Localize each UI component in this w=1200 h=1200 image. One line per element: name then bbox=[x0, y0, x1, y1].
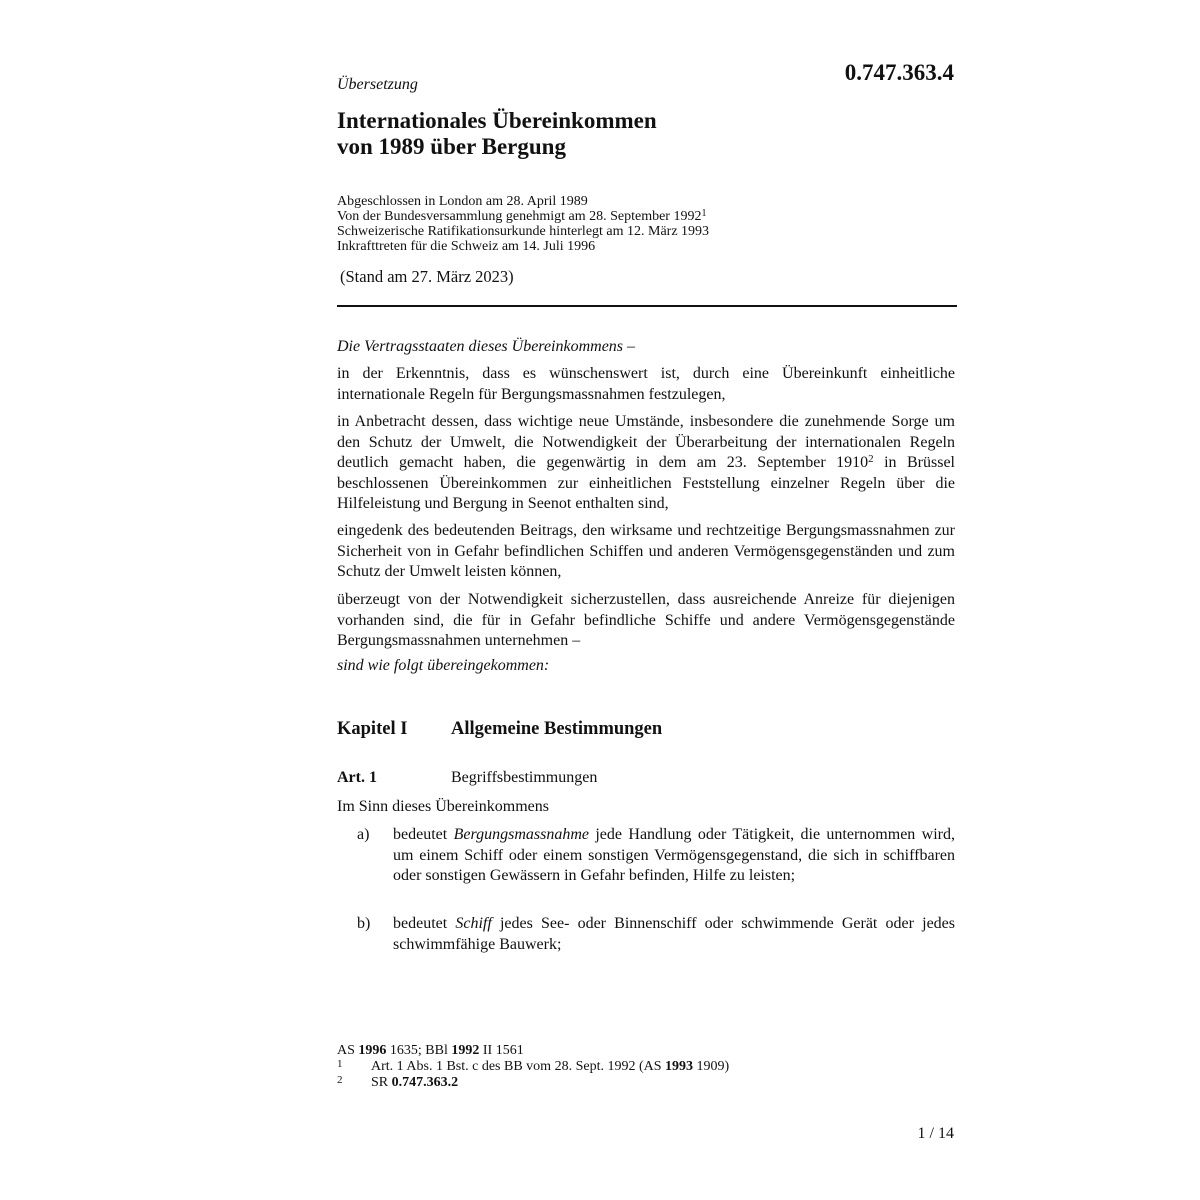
preamble-paragraph-2 bbox=[337, 412, 955, 515]
defined-term: Schiff bbox=[455, 915, 492, 932]
document-title bbox=[337, 108, 657, 160]
chapter-title: Allgemeine Bestimmungen bbox=[451, 719, 663, 739]
footnote-2 bbox=[337, 1075, 524, 1091]
preamble-paragraph-2-text-a: in Anbetracht dessen, dass wichtige neue Umstände, insbesondere die zunehmende Sorge um den Schutz der Umwelt, die Notwendigkeit der Überarbeitung der internationalen Regeln deutlich gemacht haben, die gegenwärtig in dem am 23. September 1910 bbox=[337, 413, 955, 471]
preamble-intro: Die Vertragsstaaten dieses Übereinkommens – bbox=[337, 338, 636, 355]
source-suffix: II 1561 bbox=[479, 1043, 524, 1058]
footnote-ref-1[interactable]: 1 bbox=[701, 208, 707, 219]
concluded-date: Abgeschlossen in London am 28. April 1989 bbox=[337, 194, 588, 209]
article-title: Begriffsbestimmungen bbox=[451, 769, 598, 786]
chapter-heading bbox=[337, 719, 663, 740]
definition-label: b) bbox=[357, 915, 371, 932]
in-force-date: Inkrafttreten für die Schweiz am 14. Juli 1996 bbox=[337, 239, 596, 254]
footnote-ref-2[interactable]: 2 bbox=[868, 453, 874, 465]
article-heading bbox=[337, 769, 598, 787]
source-prefix: AS bbox=[337, 1043, 359, 1058]
document-title-line-2: von 1989 über Bergung bbox=[337, 134, 566, 159]
preamble-paragraph-2-text-b: in Brüssel beschlossenen Übereinkommen zur einheitlichen Feststellung einzelner Regeln über die Hilfeleistung und Bergung in Seenot enthalten sind, bbox=[337, 454, 955, 512]
definition-item bbox=[337, 914, 955, 956]
footnote-1-text-a: Art. 1 Abs. 1 Bst. c des BB vom 28. Sept. 1992 (AS bbox=[371, 1059, 666, 1074]
footnote-1-number: 1 bbox=[337, 1058, 343, 1070]
ratification-date: Schweizerische Ratifikationsurkunde hinterlegt am 12. März 1993 bbox=[337, 224, 710, 239]
preamble-paragraph-4: überzeugt von der Notwendigkeit sicherzustellen, dass ausreichende Anreize für diejenigen vorhanden sind, die für in Gefahr befindliche Schiffe und andere Vermögensgegenstände Bergungsmassnahmen unternehmen – bbox=[337, 591, 955, 649]
footnote-2-bold: 0.747.363.2 bbox=[391, 1075, 459, 1090]
source-mid: 1635; BBl bbox=[386, 1043, 452, 1058]
footnote-1-bold: 1993 bbox=[665, 1059, 694, 1074]
footnotes bbox=[337, 1043, 730, 1091]
defined-term: Bergungsmassnahme bbox=[453, 826, 589, 843]
preamble-closing: sind wie folgt übereingekommen: bbox=[337, 657, 550, 674]
chapter-number: Kapitel I bbox=[337, 719, 408, 739]
definition-text-before: bedeutet bbox=[393, 826, 454, 843]
definition-item bbox=[337, 825, 955, 909]
document-metadata bbox=[337, 194, 709, 254]
definition-text-before: bedeutet bbox=[393, 915, 456, 932]
translation-note: Übersetzung bbox=[337, 76, 418, 93]
preamble-paragraph-1: in der Erkenntnis, dass es wünschenswert ist, durch eine Übereinkunft einheitliche internationale Regeln für Bergungsmassnahmen festzulegen, bbox=[337, 365, 955, 403]
approval-date bbox=[337, 209, 709, 224]
footnote-1 bbox=[337, 1058, 730, 1075]
footnote-1-text-b: 1909) bbox=[693, 1059, 730, 1074]
source-reference bbox=[337, 1043, 524, 1059]
page-number: 1 / 14 bbox=[917, 1125, 954, 1142]
status-date: (Stand am 27. März 2023) bbox=[340, 267, 514, 286]
article-number: Art. 1 bbox=[337, 769, 377, 786]
preamble-paragraph-3: eingedenk des bedeutenden Beitrags, den wirksame und rechtzeitige Bergungsmassnahmen zur Sicherheit von in Gefahr befindlichen Schiffen und anderen Vermögensgegenständen und zum Schutz der Umwelt leisten können, bbox=[337, 522, 955, 580]
document-title-line-1: Internationales Übereinkommen bbox=[337, 108, 657, 133]
footnote-1-text bbox=[371, 1059, 729, 1075]
definition-text-after: jede Handlung oder Tätigkeit, die unternommen wird, um einem Schiff oder einem sonstigen Vermögensgegenstand, die sich in schiffbaren oder sonstigen Gewässern in Gefahr befinden, Hilfe zu leisten; bbox=[393, 826, 955, 884]
article-intro: Im Sinn dieses Übereinkommens bbox=[337, 798, 549, 815]
definition-text-after: jedes See- oder Binnenschiff oder schwimmende Gerät oder jedes schwimmfähige Bauwerk; bbox=[393, 915, 955, 953]
source-bbl-year: 1992 bbox=[451, 1043, 480, 1058]
footnote-2-number: 2 bbox=[337, 1074, 343, 1086]
footnote-2-text bbox=[371, 1075, 458, 1091]
definition-text bbox=[393, 825, 955, 887]
header-divider bbox=[337, 305, 957, 307]
source-as-year: 1996 bbox=[358, 1043, 387, 1058]
definition-label: a) bbox=[357, 826, 370, 843]
footnote-2-text-a: SR bbox=[371, 1075, 392, 1090]
approval-date-text: Von der Bundesversammlung genehmigt am 28. September 1992 bbox=[337, 209, 702, 224]
sr-number: 0.747.363.4 bbox=[844, 60, 954, 85]
definition-text bbox=[393, 914, 955, 955]
